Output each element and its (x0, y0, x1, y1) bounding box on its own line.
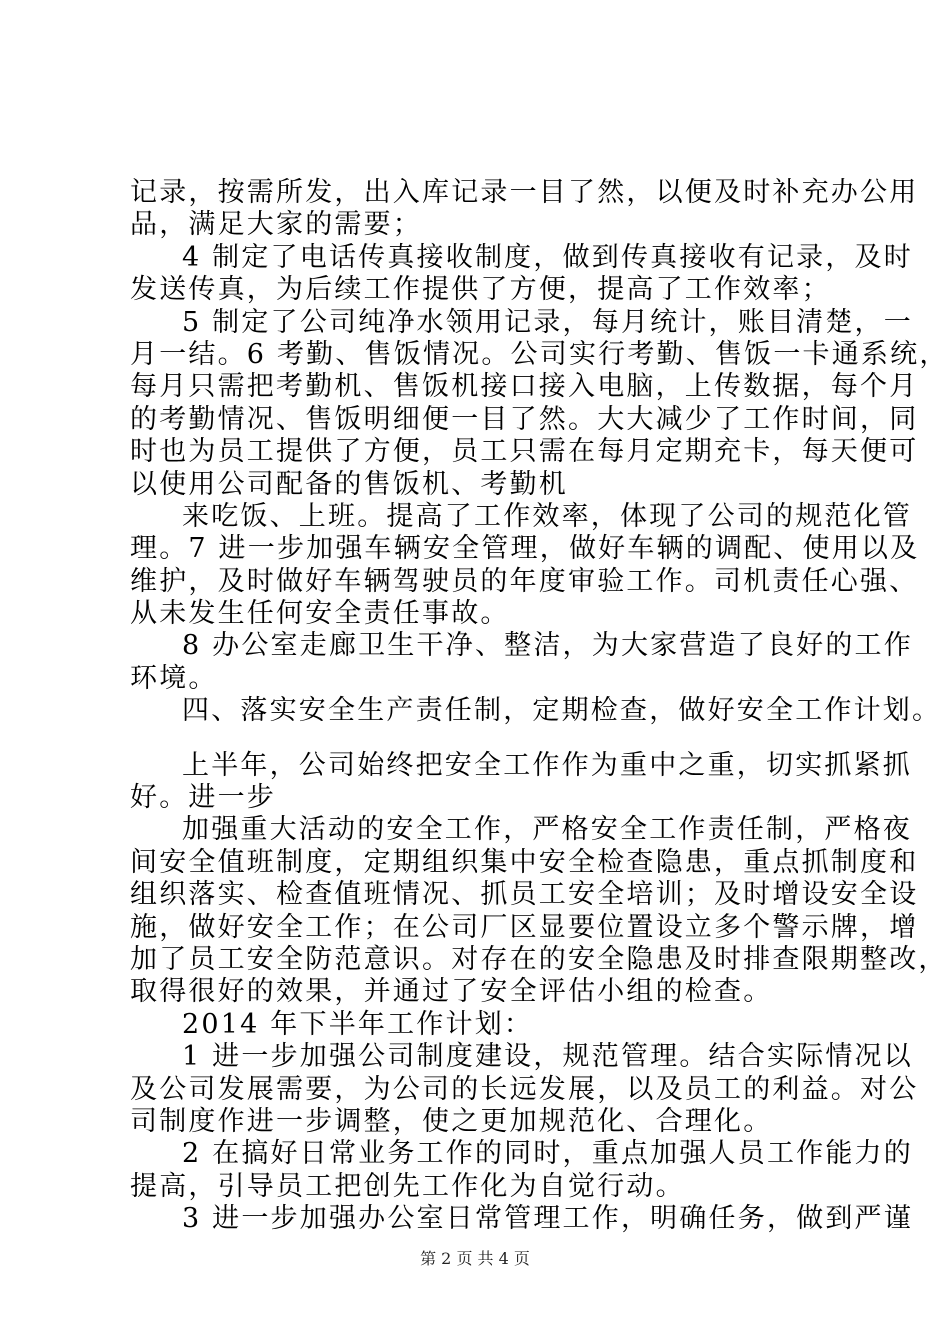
text-line: 施，做好安全工作；在公司厂区显要位置设立多个警示牌，增 (130, 911, 919, 943)
text-line: 的考勤情况、售饭明细便一目了然。大大减少了工作时间，同 (130, 403, 919, 435)
page-footer (0, 1246, 950, 1269)
text-line: 提高，引导员工把创先工作化为自觉行动。 (130, 1170, 685, 1202)
text-line: 加了员工安全防范意识。对存在的安全隐患及时排查限期整改， (130, 943, 948, 975)
text-line: 好。进一步 (130, 782, 276, 814)
text-line: 2 在搞好日常业务工作的同时，重点加强人员工作能力的 (182, 1138, 913, 1170)
text-line: 8 办公室走廊卫生干净、整洁，为大家营造了良好的工作 (182, 630, 913, 662)
text-line: 司制度作进一步调整，使之更加规范化、合理化。 (130, 1105, 773, 1137)
text-line: 间安全值班制度，定期组织集中安全检查隐患，重点抓制度和 (130, 846, 919, 878)
text-line: 组织落实、检查值班情况、抓员工安全培训；及时增设安全设 (130, 879, 919, 911)
text-line: 理。7 进一步加强车辆安全管理，做好车辆的调配、使用以及 (130, 533, 920, 565)
section-heading: 四、落实安全生产责任制，定期检查，做好安全工作计划。 (182, 695, 942, 727)
text-line: 取得很好的效果，并通过了安全评估小组的检查。 (130, 976, 773, 1008)
paragraph-gap (130, 728, 850, 750)
text-line: 环境。 (130, 662, 218, 694)
text-line: 记录，按需所发，出入库记录一目了然，以便及时补充办公用 (130, 177, 919, 208)
document-body (130, 177, 949, 1236)
page-number: 第 2 页 共 4 页 (420, 1249, 530, 1268)
text-line: 维护，及时做好车辆驾驶员的年度审验工作。司机责任心强、 (130, 565, 919, 597)
text-line: 从未发生任何安全责任事故。 (130, 598, 510, 630)
text-line: 发送传真，为后续工作提供了方便，提高了工作效率； (130, 274, 831, 306)
text-line: 以使用公司配备的售饭机、考勤机 (130, 468, 568, 500)
text-line: 及公司发展需要，为公司的长远发展，以及员工的利益。对公 (130, 1073, 919, 1105)
text-line: 3 进一步加强办公室日常管理工作，明确任务，做到严谨 (182, 1203, 913, 1235)
text-line: 每月只需把考勤机、售饭机接口接入电脑，上传数据，每个月 (130, 371, 919, 403)
plan-heading: 2014 年下半年工作计划： (182, 1008, 534, 1040)
text-line: 5 制定了公司纯净水领用记录，每月统计，账目清楚，一 (182, 306, 913, 338)
text-line: 品，满足大家的需要； (130, 209, 422, 241)
text-line: 时也为员工提供了方便，员工只需在每月定期充卡，每天便可 (130, 436, 919, 468)
text-line: 1 进一步加强公司制度建设，规范管理。结合实际情况以 (182, 1041, 913, 1073)
text-line: 来吃饭、上班。提高了工作效率，体现了公司的规范化管 (182, 500, 912, 532)
text-line: 加强重大活动的安全工作，严格安全工作责任制，严格夜 (182, 814, 912, 846)
text-line: 月一结。6 考勤、售饭情况。公司实行考勤、售饭一卡通系统， (130, 338, 949, 370)
text-line: 上半年，公司始终把安全工作作为重中之重，切实抓紧抓 (182, 749, 912, 781)
text-line: 4 制定了电话传真接收制度，做到传真接收有记录，及时 (182, 241, 913, 273)
